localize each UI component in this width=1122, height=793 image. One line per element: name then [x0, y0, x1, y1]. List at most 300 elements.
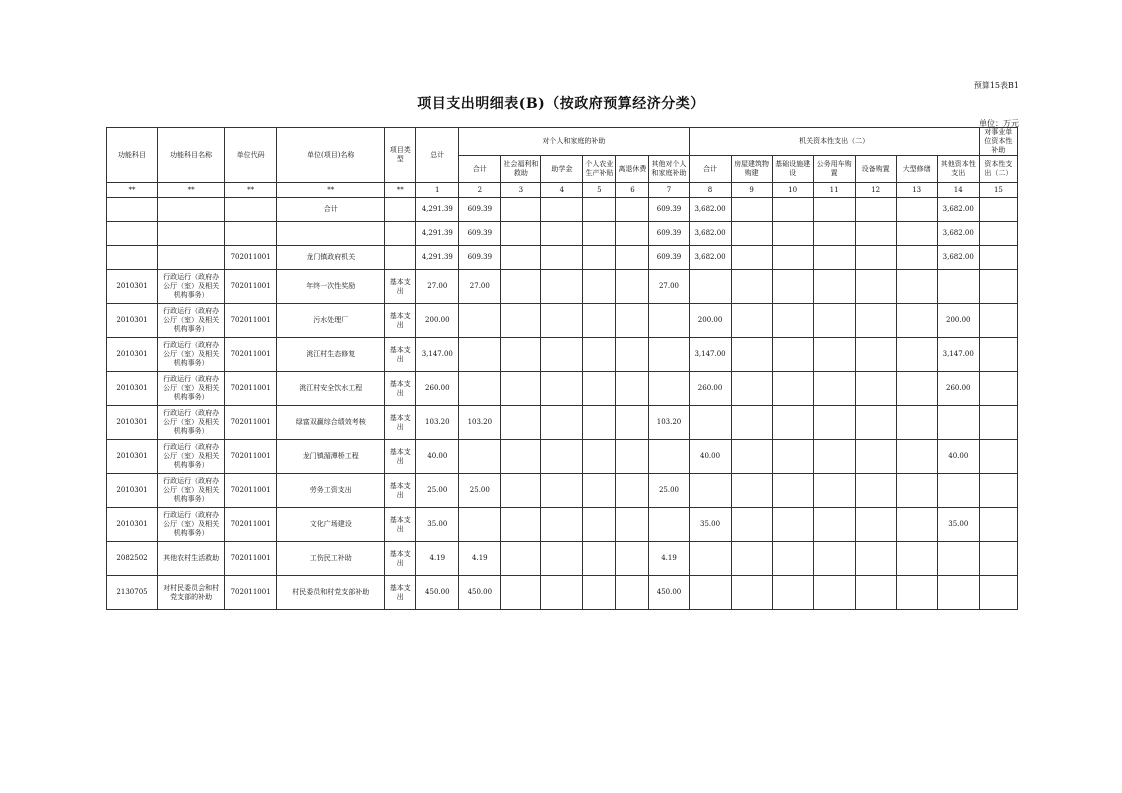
cell-unit-code: 702011001 [225, 338, 277, 372]
cell-personal-sum [459, 508, 501, 542]
cell-func-name: 其他农村生活救助 [158, 542, 225, 576]
cell-unit-code: 702011001 [225, 542, 277, 576]
cell-func-name: 行政运行（政府办公厅（室）及相关机构事务） [158, 372, 225, 406]
cell-unit-code: 702011001 [225, 304, 277, 338]
cell-personal-other: 609.39 [649, 222, 689, 246]
cell-personal-retire [616, 338, 649, 372]
cell-capital-equip [855, 222, 896, 246]
cell-capital-other: 260.00 [937, 372, 979, 406]
table-row [107, 542, 1018, 576]
cell-capital-house [731, 440, 772, 474]
cell-func-name: 行政运行（政府办公厅（室）及相关机构事务） [158, 406, 225, 440]
cell-unit-name: 洮江村安全饮水工程 [277, 372, 385, 406]
cell-capital-house [731, 198, 772, 222]
cell-personal-sum: 609.39 [459, 222, 501, 246]
cell-capital-infra [772, 270, 813, 304]
cell-personal-other: 609.39 [649, 246, 689, 270]
cell-capital-repair [896, 542, 937, 576]
cell-capital-car [813, 338, 855, 372]
cell-capital-repair [896, 270, 937, 304]
column-index-cell: 10 [772, 183, 813, 198]
cell-capital-sum [689, 474, 731, 508]
cell-capital-car [813, 304, 855, 338]
cell-personal-retire [616, 440, 649, 474]
cell-unit-name: 合计 [277, 198, 385, 222]
cell-enterprise-capital [979, 246, 1017, 270]
cell-capital-repair [896, 338, 937, 372]
cell-item-type: 基本支出 [385, 270, 416, 304]
cell-capital-repair [896, 372, 937, 406]
cell-personal-agri [583, 406, 616, 440]
cell-unit-code: 702011001 [225, 474, 277, 508]
cell-capital-car [813, 542, 855, 576]
table-code: 预算15表B1 [973, 81, 1019, 90]
cell-capital-house [731, 406, 772, 440]
cell-personal-retire [616, 270, 649, 304]
unit-label: 单位：万元 [979, 119, 1019, 128]
cell-personal-other [649, 508, 689, 542]
cell-personal-grant [541, 542, 583, 576]
cell-capital-house [731, 222, 772, 246]
header-personal-agri: 个人农业生产补贴 [583, 156, 616, 183]
column-index-cell: 7 [649, 183, 689, 198]
cell-capital-sum [689, 406, 731, 440]
cell-personal-sum: 4.19 [459, 542, 501, 576]
cell-total: 4,291.39 [416, 246, 459, 270]
cell-func-code: 2010301 [107, 474, 158, 508]
cell-personal-welfare [501, 372, 541, 406]
cell-unit-name: 龙门镇政府机关 [277, 246, 385, 270]
cell-unit-name: 洮江村生态修复 [277, 338, 385, 372]
cell-capital-sum: 3,147.00 [689, 338, 731, 372]
column-index-cell: 12 [855, 183, 896, 198]
cell-personal-grant [541, 474, 583, 508]
cell-personal-other: 609.39 [649, 198, 689, 222]
cell-capital-other: 3,682.00 [937, 246, 979, 270]
header-capital-car: 公务用车购置 [813, 156, 855, 183]
cell-func-code: 2010301 [107, 508, 158, 542]
cell-capital-house [731, 270, 772, 304]
cell-capital-equip [855, 440, 896, 474]
cell-func-name: 行政运行（政府办公厅（室）及相关机构事务） [158, 338, 225, 372]
cell-capital-infra [772, 440, 813, 474]
page-title: 项目支出明细表(B)（按政府预算经济分类） [417, 96, 705, 112]
column-index-cell: 8 [689, 183, 731, 198]
cell-personal-other [649, 440, 689, 474]
table-row [107, 576, 1018, 610]
header-total: 总计 [416, 128, 459, 183]
cell-func-code [107, 222, 158, 246]
cell-enterprise-capital [979, 372, 1017, 406]
header-capital-equip: 设备购置 [855, 156, 896, 183]
cell-capital-other [937, 542, 979, 576]
column-index-cell: 5 [583, 183, 616, 198]
cell-total: 450.00 [416, 576, 459, 610]
cell-capital-car [813, 508, 855, 542]
cell-capital-other [937, 406, 979, 440]
cell-enterprise-capital [979, 508, 1017, 542]
cell-capital-car [813, 372, 855, 406]
cell-personal-sum: 25.00 [459, 474, 501, 508]
cell-capital-other [937, 576, 979, 610]
cell-total: 25.00 [416, 474, 459, 508]
header-capital-other: 其他资本性支出 [937, 156, 979, 183]
cell-item-type: 基本支出 [385, 372, 416, 406]
header-group-personal: 对个人和家庭的补助 [459, 128, 689, 156]
cell-capital-repair [896, 440, 937, 474]
cell-personal-other [649, 338, 689, 372]
cell-enterprise-capital [979, 338, 1017, 372]
cell-personal-sum [459, 440, 501, 474]
cell-unit-name: 绿富双赢综合绩效考核 [277, 406, 385, 440]
table-row [107, 474, 1018, 508]
cell-unit-name: 龙门镇湄潭桥工程 [277, 440, 385, 474]
header-unit-name: 单位(项目)名称 [277, 128, 385, 183]
cell-capital-infra [772, 576, 813, 610]
cell-capital-sum: 200.00 [689, 304, 731, 338]
cell-capital-infra [772, 304, 813, 338]
cell-func-name [158, 222, 225, 246]
table-row [107, 270, 1018, 304]
column-index-cell: 6 [616, 183, 649, 198]
cell-personal-other: 450.00 [649, 576, 689, 610]
cell-item-type: 基本支出 [385, 338, 416, 372]
cell-personal-welfare [501, 440, 541, 474]
cell-personal-welfare [501, 222, 541, 246]
header-personal-other: 其他对个人和家庭补助 [649, 156, 689, 183]
cell-item-type: 基本支出 [385, 542, 416, 576]
cell-capital-sum: 35.00 [689, 508, 731, 542]
table-row [107, 508, 1018, 542]
cell-total: 4,291.39 [416, 198, 459, 222]
cell-capital-equip [855, 576, 896, 610]
table-row [107, 338, 1018, 372]
column-index-cell: 13 [896, 183, 937, 198]
column-index-cell: 4 [541, 183, 583, 198]
cell-personal-grant [541, 304, 583, 338]
cell-capital-house [731, 508, 772, 542]
cell-capital-house [731, 338, 772, 372]
column-index-cell: 15 [979, 183, 1017, 198]
cell-capital-sum: 40.00 [689, 440, 731, 474]
cell-personal-agri [583, 338, 616, 372]
cell-personal-agri [583, 508, 616, 542]
cell-capital-equip [855, 372, 896, 406]
cell-personal-other: 25.00 [649, 474, 689, 508]
column-index-cell: 1 [416, 183, 459, 198]
cell-capital-other [937, 270, 979, 304]
cell-personal-retire [616, 542, 649, 576]
table-row [107, 198, 1018, 222]
cell-capital-other [937, 474, 979, 508]
cell-personal-sum: 103.20 [459, 406, 501, 440]
cell-unit-code: 702011001 [225, 246, 277, 270]
table-row [107, 304, 1018, 338]
column-index-cell: 11 [813, 183, 855, 198]
cell-item-type [385, 222, 416, 246]
cell-total: 40.00 [416, 440, 459, 474]
cell-personal-agri [583, 198, 616, 222]
cell-func-code: 2010301 [107, 406, 158, 440]
header-personal-grant: 助学金 [541, 156, 583, 183]
cell-personal-grant [541, 406, 583, 440]
cell-unit-code: 702011001 [225, 508, 277, 542]
cell-item-type: 基本支出 [385, 576, 416, 610]
cell-total: 103.20 [416, 406, 459, 440]
cell-capital-sum: 3,682.00 [689, 222, 731, 246]
cell-capital-sum: 3,682.00 [689, 246, 731, 270]
column-index-cell: ** [385, 183, 416, 198]
cell-personal-agri [583, 576, 616, 610]
cell-func-code: 2130705 [107, 576, 158, 610]
cell-unit-name: 村民委员和村党支部补助 [277, 576, 385, 610]
cell-capital-equip [855, 406, 896, 440]
cell-func-code [107, 198, 158, 222]
cell-func-name: 行政运行（政府办公厅（室）及相关机构事务） [158, 508, 225, 542]
cell-personal-retire [616, 372, 649, 406]
cell-capital-house [731, 372, 772, 406]
cell-func-code: 2010301 [107, 304, 158, 338]
cell-enterprise-capital [979, 304, 1017, 338]
header-capital-sum: 合计 [689, 156, 731, 183]
cell-unit-code [225, 222, 277, 246]
header-personal-sum: 合计 [459, 156, 501, 183]
cell-func-code: 2010301 [107, 440, 158, 474]
cell-personal-welfare [501, 576, 541, 610]
cell-capital-infra [772, 474, 813, 508]
cell-unit-name: 工伤民工补助 [277, 542, 385, 576]
cell-capital-equip [855, 474, 896, 508]
cell-personal-other: 103.20 [649, 406, 689, 440]
cell-personal-other: 27.00 [649, 270, 689, 304]
cell-personal-sum: 609.39 [459, 246, 501, 270]
cell-total: 200.00 [416, 304, 459, 338]
cell-capital-car [813, 576, 855, 610]
cell-personal-retire [616, 304, 649, 338]
cell-personal-retire [616, 508, 649, 542]
cell-capital-sum [689, 542, 731, 576]
cell-personal-sum [459, 372, 501, 406]
cell-capital-other: 35.00 [937, 508, 979, 542]
cell-personal-other [649, 372, 689, 406]
cell-personal-welfare [501, 542, 541, 576]
cell-personal-grant [541, 222, 583, 246]
cell-func-name: 行政运行（政府办公厅（室）及相关机构事务） [158, 474, 225, 508]
cell-func-code: 2010301 [107, 338, 158, 372]
cell-capital-infra [772, 406, 813, 440]
cell-personal-grant [541, 246, 583, 270]
cell-unit-name: 文化广场建设 [277, 508, 385, 542]
cell-personal-welfare [501, 338, 541, 372]
cell-capital-other: 3,147.00 [937, 338, 979, 372]
cell-unit-name: 年终一次性奖励 [277, 270, 385, 304]
cell-func-name [158, 246, 225, 270]
table-row [107, 222, 1018, 246]
cell-capital-equip [855, 304, 896, 338]
header-enterprise-capital: 资本性支出（二） [979, 156, 1017, 183]
cell-capital-infra [772, 246, 813, 270]
cell-capital-infra [772, 542, 813, 576]
cell-total: 4,291.39 [416, 222, 459, 246]
cell-capital-sum: 3,682.00 [689, 198, 731, 222]
cell-item-type [385, 246, 416, 270]
cell-personal-welfare [501, 304, 541, 338]
cell-capital-equip [855, 338, 896, 372]
column-index-cell: 3 [501, 183, 541, 198]
cell-item-type: 基本支出 [385, 474, 416, 508]
cell-capital-infra [772, 508, 813, 542]
cell-capital-repair [896, 304, 937, 338]
cell-item-type: 基本支出 [385, 508, 416, 542]
cell-unit-code: 702011001 [225, 372, 277, 406]
column-index-cell: ** [107, 183, 158, 198]
cell-capital-car [813, 198, 855, 222]
cell-personal-welfare [501, 474, 541, 508]
cell-func-name: 行政运行（政府办公厅（室）及相关机构事务） [158, 270, 225, 304]
cell-enterprise-capital [979, 440, 1017, 474]
column-index-cell: ** [277, 183, 385, 198]
cell-enterprise-capital [979, 406, 1017, 440]
cell-personal-welfare [501, 198, 541, 222]
header-capital-repair: 大型修缮 [896, 156, 937, 183]
cell-personal-grant [541, 508, 583, 542]
cell-personal-welfare [501, 508, 541, 542]
header-func-name: 功能科目名称 [158, 128, 225, 183]
cell-personal-other: 4.19 [649, 542, 689, 576]
cell-personal-sum: 609.39 [459, 198, 501, 222]
cell-personal-agri [583, 222, 616, 246]
cell-personal-agri [583, 372, 616, 406]
cell-personal-retire [616, 222, 649, 246]
table-header [107, 128, 1018, 198]
cell-capital-equip [855, 542, 896, 576]
cell-enterprise-capital [979, 474, 1017, 508]
cell-capital-repair [896, 406, 937, 440]
cell-unit-code: 702011001 [225, 270, 277, 304]
cell-item-type: 基本支出 [385, 406, 416, 440]
cell-personal-retire [616, 198, 649, 222]
cell-enterprise-capital [979, 270, 1017, 304]
cell-capital-car [813, 440, 855, 474]
header-func-code: 功能科目 [107, 128, 158, 183]
cell-personal-grant [541, 440, 583, 474]
table-row [107, 246, 1018, 270]
cell-personal-sum: 27.00 [459, 270, 501, 304]
cell-func-name [158, 198, 225, 222]
cell-personal-welfare [501, 406, 541, 440]
cell-personal-retire [616, 576, 649, 610]
cell-personal-grant [541, 270, 583, 304]
cell-enterprise-capital [979, 542, 1017, 576]
cell-func-code: 2082502 [107, 542, 158, 576]
cell-capital-car [813, 270, 855, 304]
cell-personal-grant [541, 372, 583, 406]
header-capital-infra: 基础设施建设 [772, 156, 813, 183]
table-row [107, 440, 1018, 474]
cell-enterprise-capital [979, 198, 1017, 222]
cell-unit-code [225, 198, 277, 222]
cell-unit-code: 702011001 [225, 406, 277, 440]
cell-capital-equip [855, 198, 896, 222]
cell-total: 35.00 [416, 508, 459, 542]
cell-total: 260.00 [416, 372, 459, 406]
cell-capital-other: 3,682.00 [937, 198, 979, 222]
cell-total: 4.19 [416, 542, 459, 576]
cell-capital-car [813, 474, 855, 508]
cell-capital-other: 3,682.00 [937, 222, 979, 246]
cell-capital-house [731, 576, 772, 610]
table-body [107, 198, 1018, 610]
cell-capital-repair [896, 198, 937, 222]
header-capital-house: 房屋建筑物购建 [731, 156, 772, 183]
cell-unit-name [277, 222, 385, 246]
cell-capital-infra [772, 198, 813, 222]
header-unit-code: 单位代码 [225, 128, 277, 183]
cell-personal-grant [541, 198, 583, 222]
cell-unit-code: 702011001 [225, 440, 277, 474]
cell-personal-agri [583, 440, 616, 474]
cell-capital-house [731, 246, 772, 270]
header-personal-welfare: 社会福利和救助 [501, 156, 541, 183]
cell-func-name: 对村民委员会和村党支部的补助 [158, 576, 225, 610]
cell-personal-retire [616, 246, 649, 270]
cell-personal-agri [583, 542, 616, 576]
cell-personal-agri [583, 304, 616, 338]
expenditure-table [106, 127, 1018, 610]
cell-func-code [107, 246, 158, 270]
column-index-row [107, 183, 1018, 198]
cell-func-code: 2010301 [107, 270, 158, 304]
column-index-cell: 2 [459, 183, 501, 198]
column-index-cell: 14 [937, 183, 979, 198]
cell-personal-sum [459, 338, 501, 372]
cell-capital-equip [855, 508, 896, 542]
cell-capital-infra [772, 222, 813, 246]
cell-capital-car [813, 406, 855, 440]
cell-capital-infra [772, 338, 813, 372]
cell-personal-sum: 450.00 [459, 576, 501, 610]
cell-personal-agri [583, 474, 616, 508]
cell-capital-sum [689, 576, 731, 610]
header-group-enterprise: 对事业单位资本性补助 [979, 128, 1017, 156]
cell-personal-other [649, 304, 689, 338]
cell-capital-repair [896, 576, 937, 610]
cell-capital-equip [855, 246, 896, 270]
cell-capital-other: 200.00 [937, 304, 979, 338]
cell-func-name: 行政运行（政府办公厅（室）及相关机构事务） [158, 440, 225, 474]
header-personal-retire: 离退休费 [616, 156, 649, 183]
cell-capital-car [813, 246, 855, 270]
cell-item-type: 基本支出 [385, 440, 416, 474]
table-row [107, 406, 1018, 440]
cell-capital-infra [772, 372, 813, 406]
cell-unit-code: 702011001 [225, 576, 277, 610]
cell-personal-sum [459, 304, 501, 338]
column-index-cell: ** [225, 183, 277, 198]
cell-func-code: 2010301 [107, 372, 158, 406]
cell-unit-name: 污水处理厂 [277, 304, 385, 338]
cell-capital-sum: 260.00 [689, 372, 731, 406]
cell-personal-welfare [501, 246, 541, 270]
cell-capital-house [731, 474, 772, 508]
cell-capital-repair [896, 474, 937, 508]
column-index-cell: 9 [731, 183, 772, 198]
cell-capital-house [731, 542, 772, 576]
cell-capital-car [813, 222, 855, 246]
column-index-cell: ** [158, 183, 225, 198]
cell-capital-other: 40.00 [937, 440, 979, 474]
cell-capital-repair [896, 508, 937, 542]
